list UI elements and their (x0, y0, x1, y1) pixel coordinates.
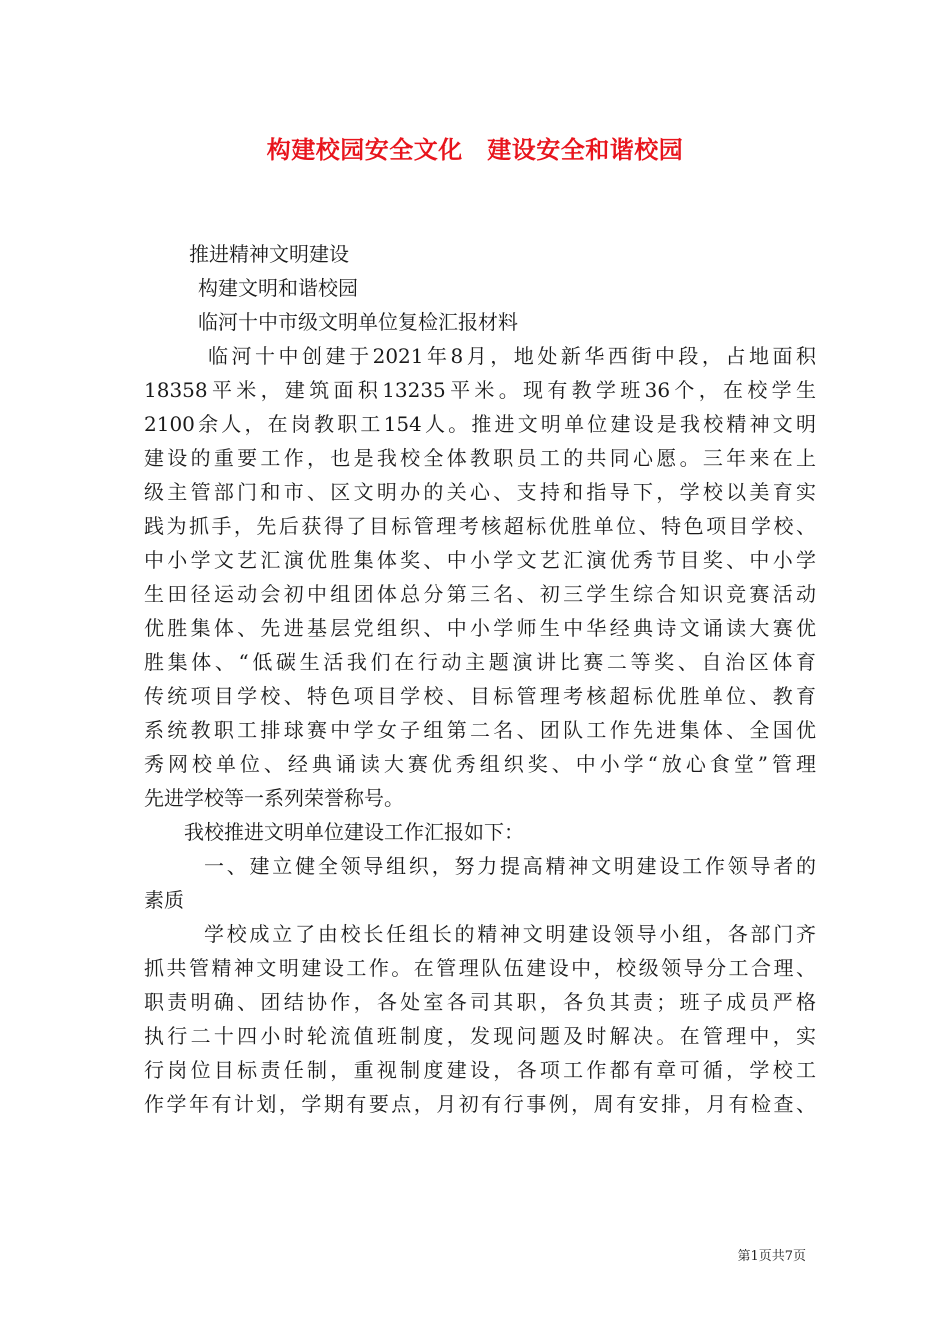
text-line: 中小学文艺汇演优胜集体奖、中小学文艺汇演优秀节目奖、中小学 (144, 548, 816, 572)
text-line: 学校成立了由校长任组长的精神文明建设领导小组，各部门齐 (204, 922, 816, 946)
text-line: 建设的重要工作，也是我校全体教职员工的共同心愿。三年来在上 (144, 446, 816, 470)
text-line: 18358平米，建筑面积13235平米。现有教学班36个，在校学生 (144, 378, 816, 402)
text-line: 先进学校等一系列荣誉称号。 (144, 786, 404, 810)
text-line: 级主管部门和市、区文明办的关心、支持和指导下，学校以美育实 (144, 480, 816, 504)
text-line: 生田径运动会初中组团体总分第三名、初三学生综合知识竞赛活动 (144, 582, 816, 606)
text-line: 临河十中市级文明单位复检汇报材料 (198, 310, 518, 334)
text-line: 行岗位目标责任制，重视制度建设，各项工作都有章可循，学校工 (144, 1058, 816, 1082)
text-line: 我校推进文明单位建设工作汇报如下： (184, 820, 524, 844)
text-line: 系统教职工排球赛中学女子组第二名、团队工作先进集体、全国优 (144, 718, 816, 742)
text-line: 推进精神文明建设 (189, 242, 349, 266)
text-line: 执行二十四小时轮流值班制度，发现问题及时解决。在管理中，实 (144, 1024, 816, 1048)
text-line: 抓共管精神文明建设工作。在管理队伍建设中，校级领导分工合理、 (144, 956, 816, 980)
text-line: 秀网校单位、经典诵读大赛优秀组织奖、中小学“放心食堂”管理 (144, 752, 816, 776)
text-line: 职责明确、团结协作，各处室各司其职，各负其责；班子成员严格 (144, 990, 816, 1014)
text-line: 作学年有计划，学期有要点，月初有行事例，周有安排，月有检查、 (144, 1092, 816, 1116)
text-line: 2100余人，在岗教职工154人。推进文明单位建设是我校精神文明 (144, 412, 816, 436)
text-line: 践为抓手，先后获得了目标管理考核超标优胜单位、特色项目学校、 (144, 514, 816, 538)
text-line: 一、建立健全领导组织，努力提高精神文明建设工作领导者的 (204, 854, 816, 878)
document-body (144, 237, 816, 1121)
text-line: 胜集体、“低碳生活我们在行动主题演讲比赛二等奖、自治区体育 (144, 650, 816, 674)
text-line: 临河十中创建于2021年8月，地处新华西街中段，占地面积 (208, 344, 816, 368)
text-line: 构建文明和谐校园 (198, 276, 358, 300)
text-line: 优胜集体、先进基层党组织、中小学师生中华经典诗文诵读大赛优 (144, 616, 816, 640)
text-line: 素质 (144, 888, 184, 912)
text-line: 传统项目学校、特色项目学校、目标管理考核超标优胜单位、教育 (144, 684, 816, 708)
document-title: 构建校园安全文化 建设安全和谐校园 (266, 135, 684, 164)
page-number: 第1页共7页 (737, 1249, 806, 1264)
